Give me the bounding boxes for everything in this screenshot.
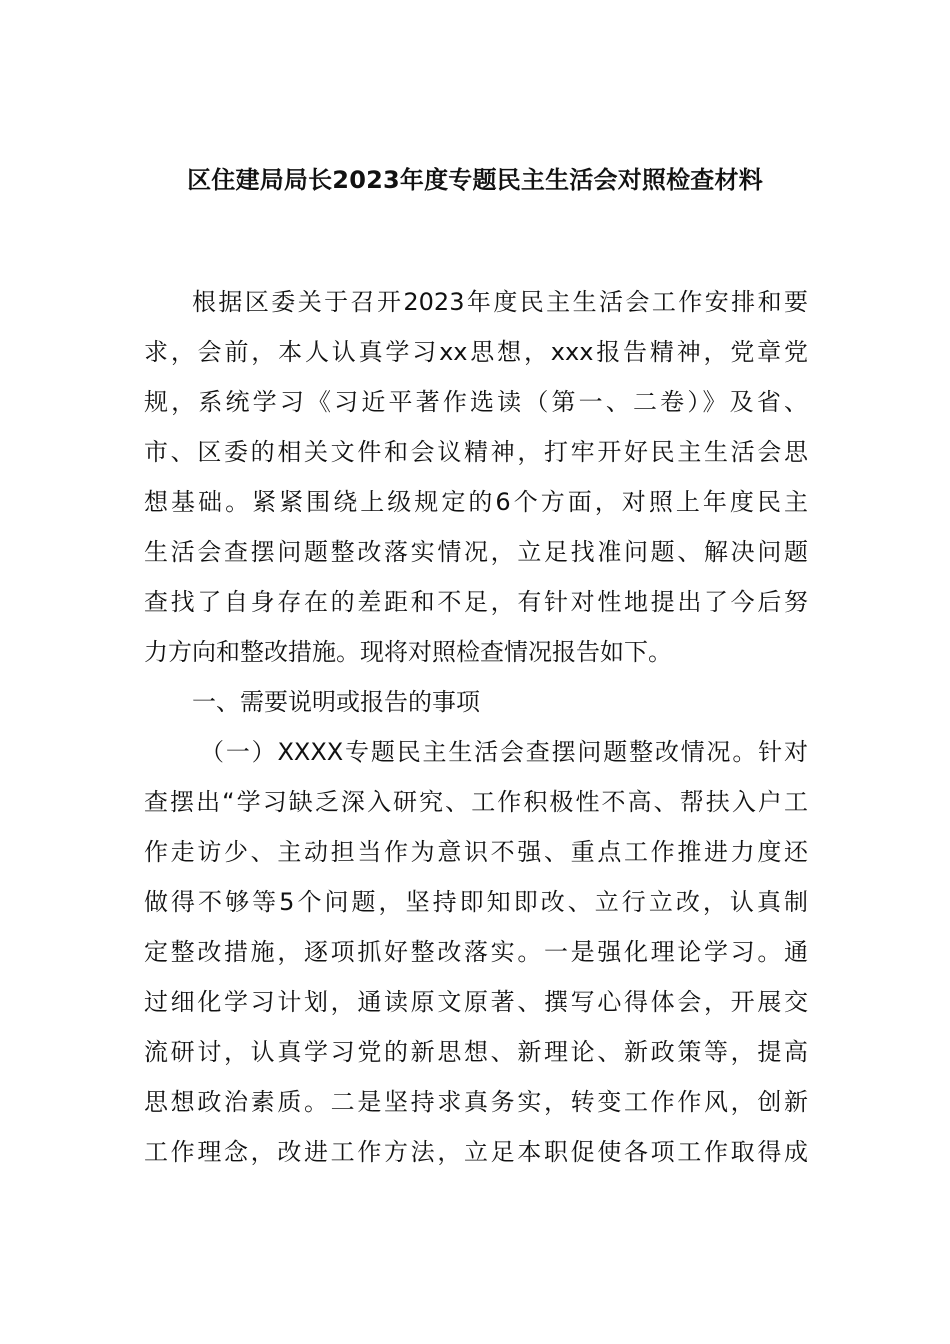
paragraph-line: 力方向和整改措施。现将对照检查情况报告如下。 [144, 638, 672, 666]
paragraph-line: 流研讨，认真学习党的新思想、新理论、新政策等，提高 [144, 1038, 808, 1066]
paragraph-line: 思想政治素质。二是坚持求真务实，转变工作作风，创新 [144, 1088, 808, 1116]
document-title: 区住建局局长2023年度专题民主生活会对照检查材料 [187, 166, 763, 194]
paragraph-line: 想基础。紧紧围绕上级规定的6个方面，对照上年度民主 [144, 488, 808, 516]
paragraph-line: 定整改措施，逐项抓好整改落实。一是强化理论学习。通 [144, 938, 808, 966]
paragraph-line: 作走访少、主动担当作为意识不强、重点工作推进力度还 [144, 838, 808, 866]
subsection-heading-line: （一）XXXX专题民主生活会查摆问题整改情况。针对 [200, 738, 808, 766]
paragraph-line: 过细化学习计划，通读原文原著、撰写心得体会，开展交 [144, 988, 808, 1016]
paragraph-line: 求，会前，本人认真学习xx思想，xxx报告精神，党章党 [144, 338, 808, 366]
paragraph-line: 规，系统学习《习近平著作选读（第一、二卷）》及省、 [144, 388, 808, 416]
paragraph-line: 市、区委的相关文件和会议精神，打牢开好民主生活会思 [144, 438, 808, 466]
section-heading: 一、需要说明或报告的事项 [192, 688, 480, 716]
document-body [144, 277, 808, 1177]
paragraph-line: 查摆出“学习缺乏深入研究、工作积极性不高、帮扶入户工 [144, 788, 808, 816]
paragraph-line: 生活会查摆问题整改落实情况，立足找准问题、解决问题 [144, 538, 808, 566]
paragraph-line: 查找了自身存在的差距和不足，有针对性地提出了今后努 [144, 588, 808, 616]
paragraph-line: 做得不够等5个问题，坚持即知即改、立行立改，认真制 [144, 888, 808, 916]
paragraph-line: 工作理念，改进工作方法，立足本职促使各项工作取得成 [144, 1138, 808, 1166]
paragraph-line: 根据区委关于召开2023年度民主生活会工作安排和要 [192, 288, 808, 316]
